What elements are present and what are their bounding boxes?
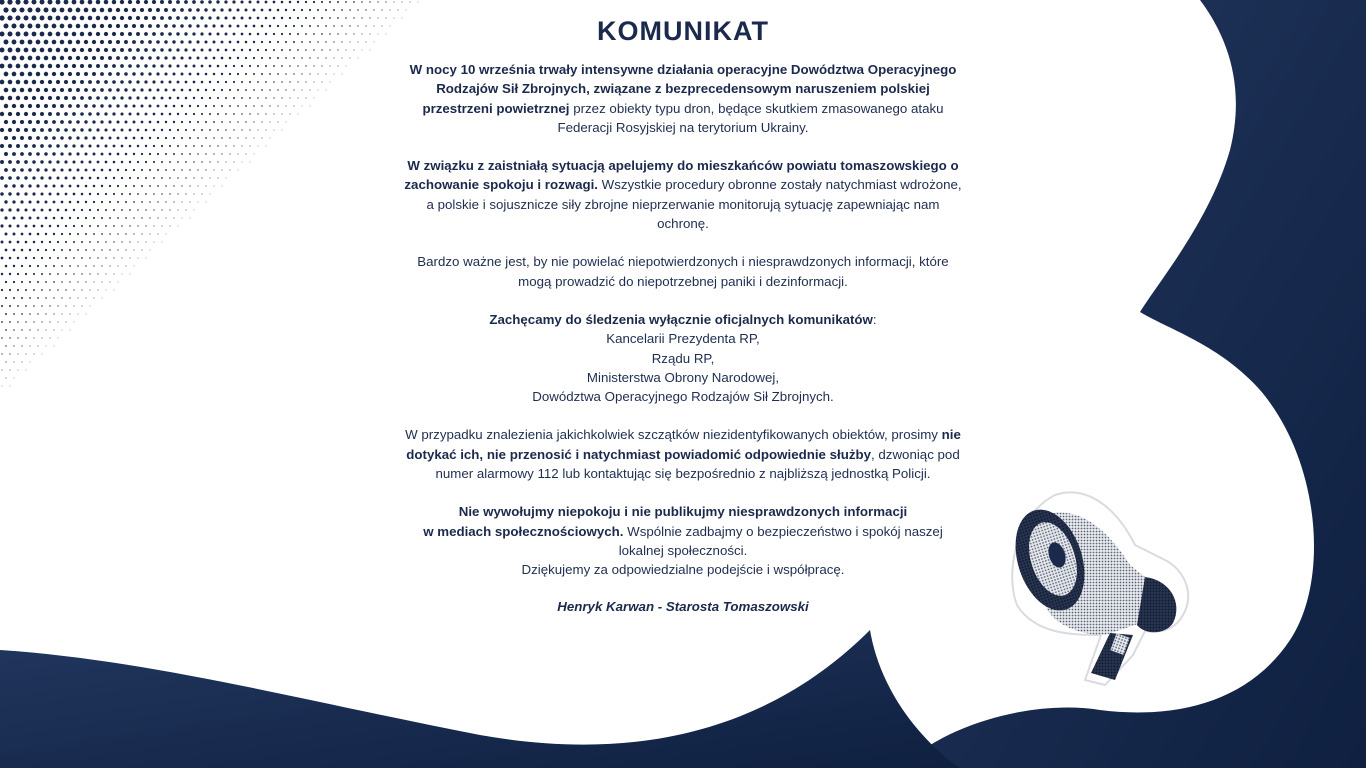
paragraph-debris [400,425,966,483]
paragraph-appeal-bold: W związku z zaistniałą sytuacją apelujemy do mieszkańców powiatu tomaszowskiego o zachowanie spokoju i rozwagi. [404,158,959,193]
paragraph-debris-text-a: W przypadku znalezienia jakichkolwiek szczątków niezidentyfikowanych obiektów, prosimy [405,427,942,443]
paragraph-appeal [400,156,966,233]
social-media-text: Wspólnie zadbajmy o bezpieczeństwo i spokój naszej lokalnej społeczności. [618,523,943,558]
paragraph-official-sources [400,310,966,406]
paragraph-operations-text: przez obiekty typu dron, będące skutkiem zmasowanego ataku Federacji Rosyjskiej na terytorium Ukrainy. [557,100,944,135]
paragraph-debris-bold: nie dotykać ich, nie przenosić i natychmiast powiadomić odpowiednie służby [406,427,961,462]
paragraph-appeal-text: Wszystkie procedury obronne zostały natychmiast wdrożone, a polskie i sojusznicze siły zbrojne nieprzerwanie monitorują sytuację zapewniając nam ochronę. [426,177,962,232]
social-media-bold-2: w mediach społecznościowych. [423,523,624,539]
page-title: KOMUNIKAT [597,16,769,46]
paragraph-debris-text-b: , dzwoniąc pod numer alarmowy 112 lub kontaktując się bezpośrednio z najbliższą jednostką Policji. [435,446,960,482]
paragraph-operations-bold: W nocy 10 września trwały intensywne działania operacyjne Dowództwa Operacyjnego Rodzajów Sił Zbrojnych, związane z bezprecedensowym naruszeniem polskiej przestrzeni powietrznej [409,62,957,116]
source-item: Dowództwa Operacyjnego Rodzajów Sił Zbrojnych. [532,389,834,405]
source-item: Ministerstwa Obrony Narodowej, [586,369,780,385]
megaphone-icon [1005,485,1205,695]
paragraph-social-media [400,502,966,579]
announcement-content [400,14,966,614]
paragraph-misinformation-text: Bardzo ważne jest, by nie powielać niepotwierdzonych i niesprawdzonych informacji, które mogą prowadzić do niepotrzebnej paniki i dezinformacji. [417,254,949,289]
paragraph-operations [400,60,966,137]
navy-shape-bottom [0,630,960,768]
official-sources-colon: : [872,311,877,327]
paragraph-misinformation [400,252,966,291]
social-media-bold-1: Nie wywołujmy niepokoju i nie publikujmy niesprawdzonych informacji [458,504,908,520]
source-item: Kancelarii Prezydenta RP, [606,331,760,347]
source-item: Rządu RP, [651,350,715,366]
official-sources-heading: Zachęcamy do śledzenia wyłącznie oficjalnych komunikatów [489,311,873,327]
thanks-text: Dziękujemy za odpowiedzialne podejście i współpracę. [521,562,845,578]
signature: Henryk Karwan - Starosta Tomaszowski [557,598,809,614]
